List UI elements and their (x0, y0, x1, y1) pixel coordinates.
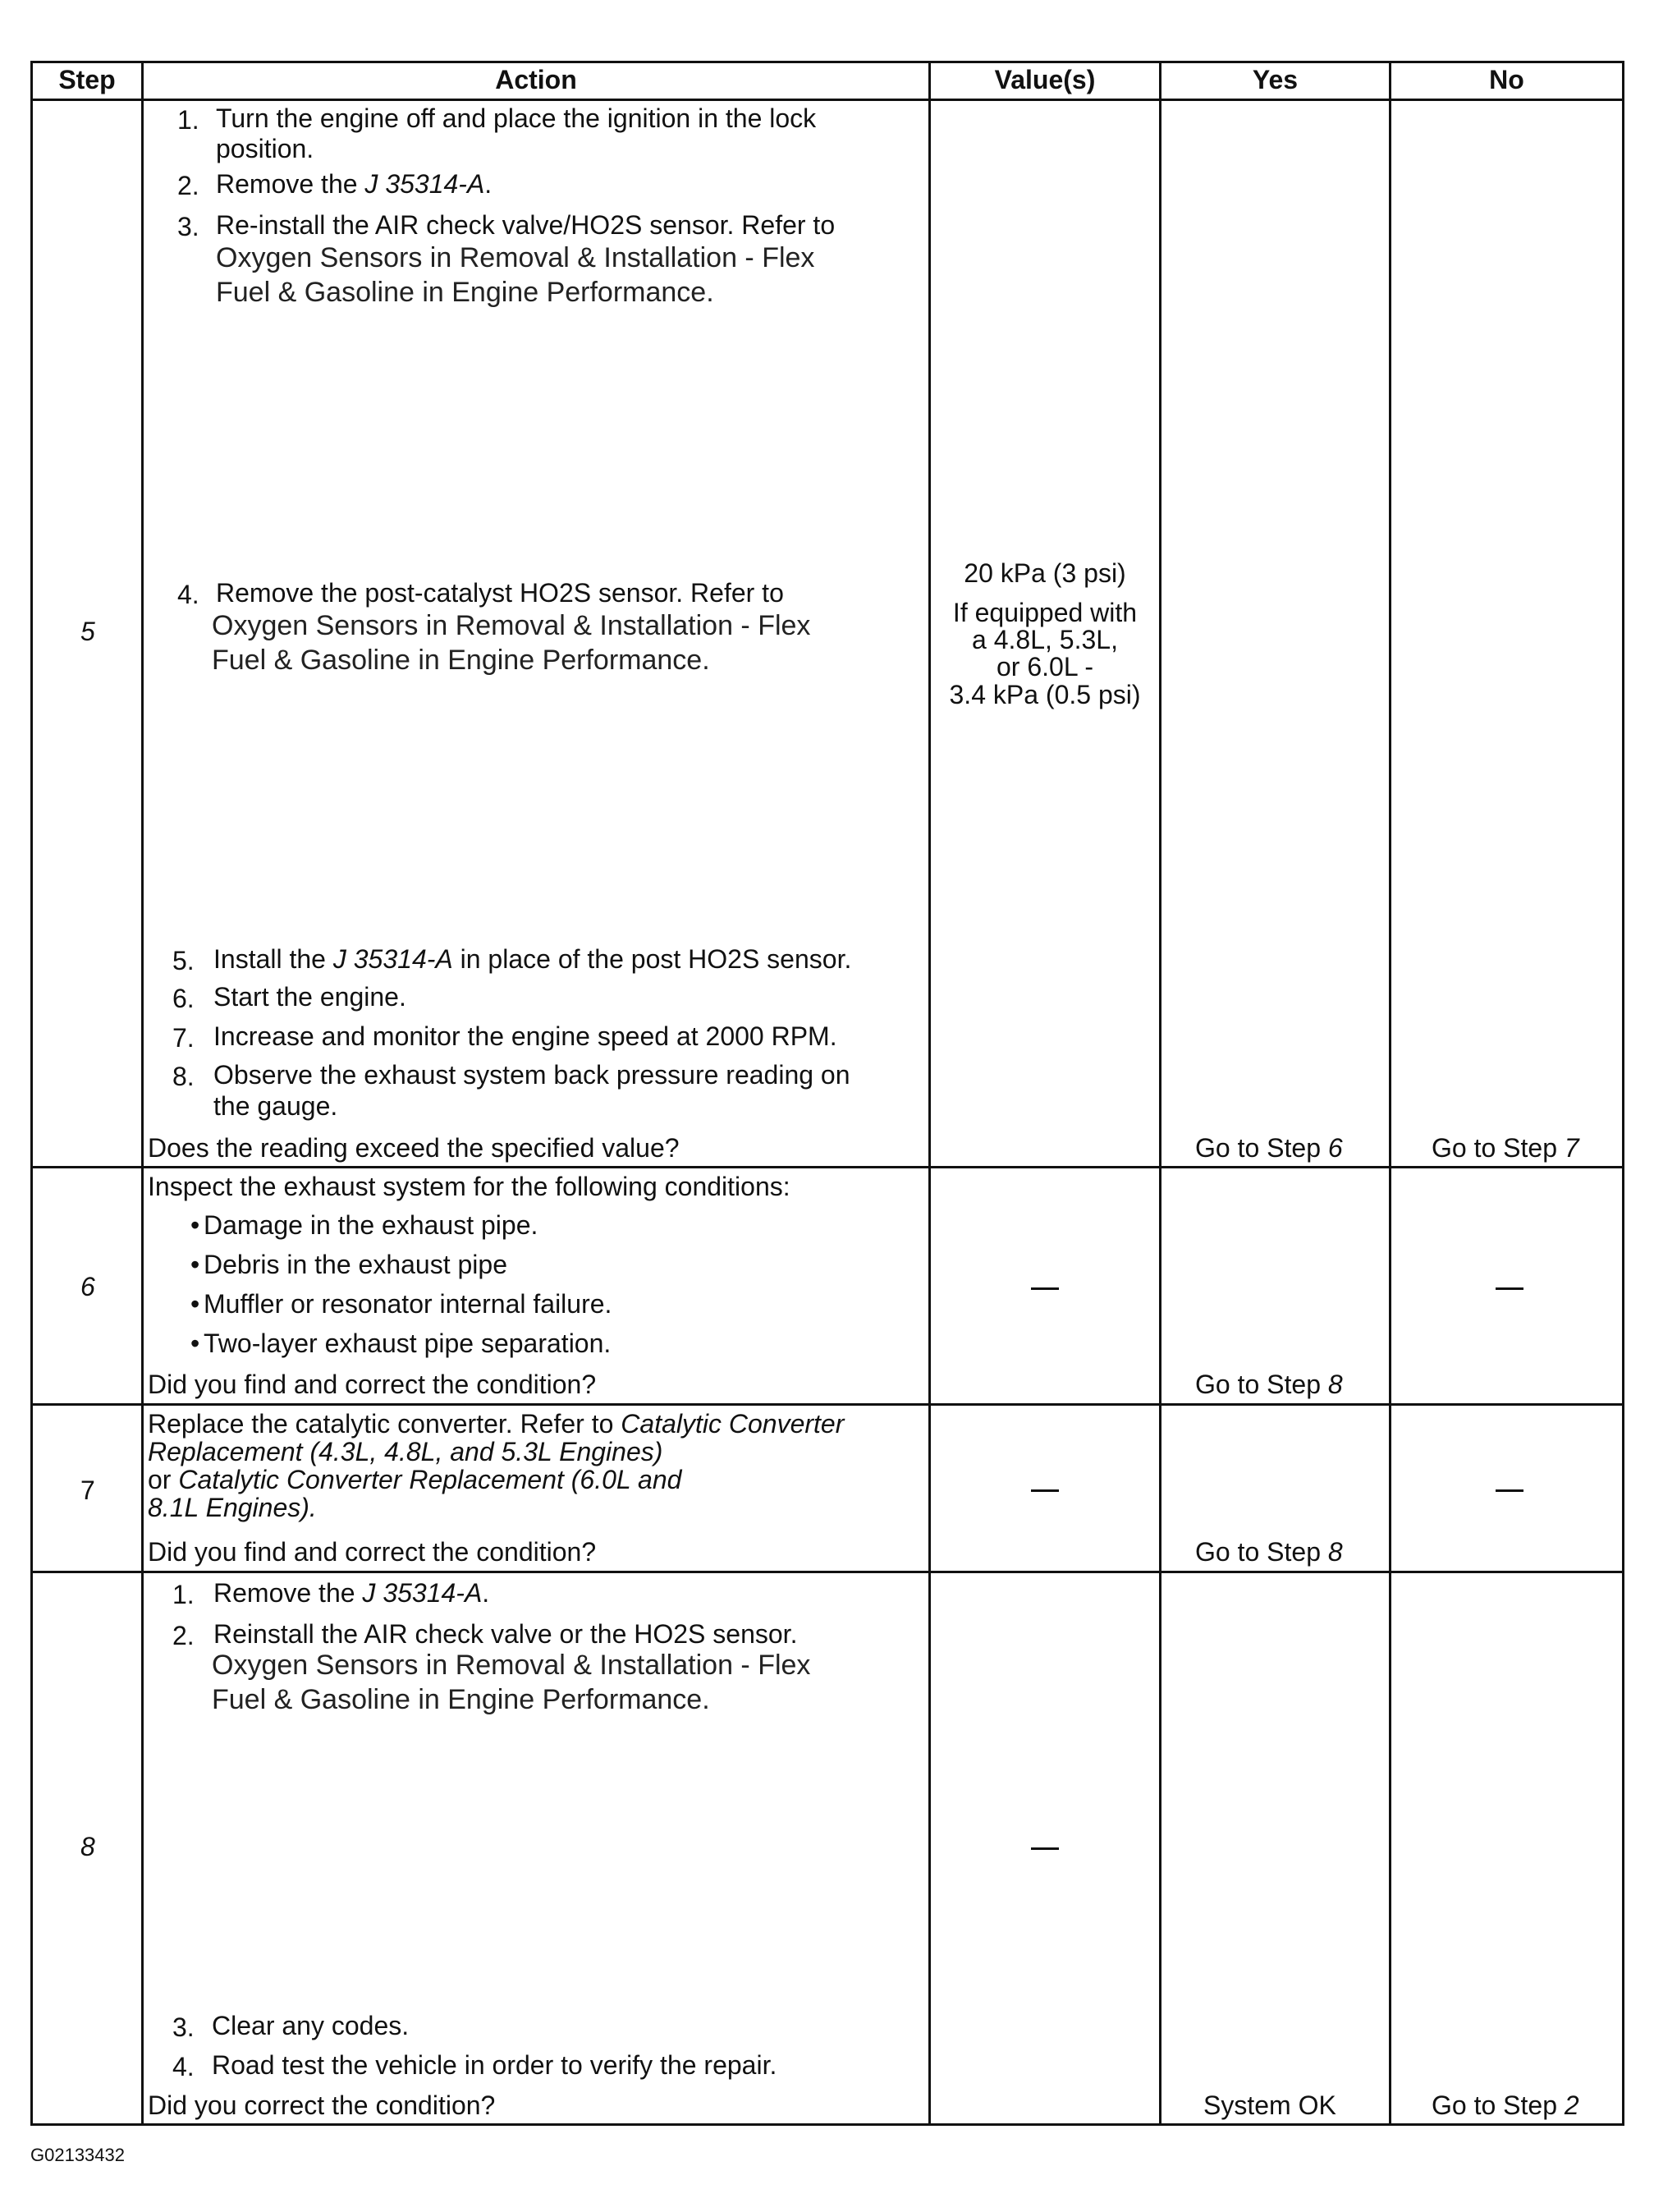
no-result (1432, 1131, 1579, 1164)
header-step-label: Step (58, 64, 116, 94)
action-line: the gauge. (213, 1091, 338, 1121)
step-question: Did you correct the condition? (148, 2090, 496, 2120)
action-text: in place of the post HO2S sensor. (452, 944, 852, 974)
reference-link: Replacement (4.3L, 4.8L, and 5.3L Engines) (148, 1437, 663, 1466)
bullet: • (190, 1329, 200, 1358)
column-divider (30, 61, 33, 2126)
list-number: 6. (172, 984, 195, 1013)
header-yes-label: Yes (1252, 64, 1299, 94)
action-line: Damage in the exhaust pipe. (204, 1210, 538, 1240)
action-line: Muffler or resonator internal failure. (204, 1289, 612, 1319)
action-text: Install the (213, 944, 333, 974)
tool-reference: J 35314-A (332, 944, 453, 974)
action-line: Start the engine. (213, 982, 406, 1012)
reference-link: Fuel & Gasoline in Engine Performance. (212, 1684, 710, 1715)
list-number: 1. (177, 105, 199, 135)
yes-result-text: Go to Step (1195, 1370, 1328, 1399)
list-number: 3. (177, 212, 199, 241)
reference-link: Oxygen Sensors in Removal & Installation - Flex (216, 242, 815, 273)
action-line (213, 1576, 489, 1609)
header-no (1391, 61, 1622, 99)
value-line: 3.4 kPa (0.5 psi) (949, 680, 1141, 709)
reference-link: 8.1L Engines). (148, 1493, 317, 1522)
step-number: 5 (80, 617, 95, 646)
row-divider (30, 1571, 1624, 1573)
step-number: 7 (80, 1475, 95, 1505)
list-number: 7. (172, 1023, 195, 1053)
yes-step-number: 8 (1327, 1537, 1343, 1567)
tool-reference: J 35314-A (364, 169, 485, 199)
yes-step-number: 8 (1327, 1370, 1343, 1399)
no-result-text: Go to Step (1432, 2090, 1565, 2120)
empty-no-dash (1496, 1287, 1523, 1290)
empty-value-dash (1031, 1489, 1059, 1492)
step-question: Did you find and correct the condition? (148, 1370, 597, 1399)
yes-result (1195, 1368, 1343, 1401)
header-values-label: Value(s) (994, 64, 1096, 94)
bullet: • (190, 1250, 200, 1279)
empty-no-dash (1496, 1489, 1523, 1492)
no-step-number: 2 (1564, 2090, 1579, 2120)
reference-link: Catalytic Converter Replacement (6.0L and (178, 1465, 682, 1494)
no-step-number: 7 (1564, 1133, 1579, 1163)
step-number: 6 (80, 1272, 95, 1301)
list-number: 1. (172, 1580, 195, 1609)
column-divider (141, 61, 144, 2126)
tool-reference: J 35314-A (362, 1578, 483, 1608)
bullet: • (190, 1289, 200, 1319)
action-line: Reinstall the AIR check valve or the HO2S sensor. (213, 1619, 798, 1649)
value-line: a 4.8L, 5.3L, (972, 625, 1118, 654)
yes-result: System OK (1203, 2090, 1336, 2120)
header-no-label: No (1489, 64, 1524, 94)
header-action (144, 61, 928, 99)
yes-result (1195, 1131, 1343, 1164)
action-line: Road test the vehicle in order to verify the repair. (212, 2050, 777, 2080)
bullet: • (190, 1210, 200, 1240)
yes-step-number: 6 (1327, 1133, 1343, 1163)
reference-link: Oxygen Sensors in Removal & Installation - Flex (212, 1650, 811, 1681)
action-line: Re-install the AIR check valve/HO2S sensor. Refer to (216, 210, 836, 240)
action-text: . (482, 1578, 490, 1608)
header-yes (1161, 61, 1389, 99)
yes-result-text: Go to Step (1195, 1133, 1328, 1163)
empty-value-dash (1031, 1287, 1059, 1290)
action-text: Replace the catalytic converter. Refer to (148, 1409, 621, 1439)
action-line: Inspect the exhaust system for the following conditions: (148, 1172, 790, 1201)
step-number: 8 (80, 1832, 95, 1861)
action-text: . (484, 169, 493, 199)
no-result (1432, 2089, 1579, 2122)
column-divider (928, 61, 931, 2126)
action-line: Clear any codes. (212, 2011, 410, 2040)
column-divider (1159, 61, 1161, 2126)
column-divider (1622, 61, 1624, 2126)
empty-value-dash (1031, 1847, 1059, 1850)
yes-result (1195, 1535, 1343, 1568)
step-question: Does the reading exceed the specified value? (148, 1133, 680, 1163)
action-line: position. (216, 134, 314, 163)
list-number: 5. (172, 946, 195, 975)
action-line: Debris in the exhaust pipe (204, 1250, 507, 1279)
column-divider (1389, 61, 1391, 2126)
no-result-text: Go to Step (1432, 1133, 1565, 1163)
header-action-label: Action (495, 64, 577, 94)
list-number: 4. (172, 2052, 195, 2081)
table-border-bottom (30, 2123, 1624, 2126)
value-line: If equipped with (952, 598, 1138, 627)
reference-link: Fuel & Gasoline in Engine Performance. (216, 277, 714, 308)
action-text: or (148, 1465, 179, 1494)
reference-link: Oxygen Sensors in Removal & Installation - Flex (212, 610, 811, 641)
value-line: 20 kPa (3 psi) (964, 558, 1126, 588)
list-number: 3. (172, 2012, 195, 2042)
action-line (216, 168, 492, 200)
value-line: or 6.0L - (997, 652, 1093, 681)
header-step (33, 61, 141, 99)
step-question: Did you find and correct the condition? (148, 1537, 597, 1567)
action-line: Turn the engine off and place the ignition in the lock (216, 103, 817, 133)
row-divider (30, 1403, 1624, 1406)
figure-id: G02133432 (30, 2145, 125, 2165)
yes-result-text: Go to Step (1195, 1537, 1328, 1567)
action-line: Increase and monitor the engine speed at 2000 RPM. (213, 1021, 837, 1051)
action-text: Remove the (216, 169, 365, 199)
header-values (931, 61, 1159, 99)
reference-link: Catalytic Converter (621, 1409, 845, 1439)
list-number: 8. (172, 1062, 195, 1091)
reference-link: Fuel & Gasoline in Engine Performance. (212, 645, 710, 676)
list-number: 2. (177, 171, 199, 200)
header-divider (30, 99, 1624, 101)
action-line (213, 943, 851, 975)
list-number: 4. (177, 580, 199, 609)
row-divider (30, 1166, 1624, 1168)
action-line: Two-layer exhaust pipe separation. (204, 1329, 612, 1358)
list-number: 2. (172, 1621, 195, 1650)
action-text: Remove the (213, 1578, 363, 1608)
action-line: Observe the exhaust system back pressure reading on (213, 1060, 850, 1090)
action-line: Remove the post-catalyst HO2S sensor. Refer to (216, 578, 784, 608)
